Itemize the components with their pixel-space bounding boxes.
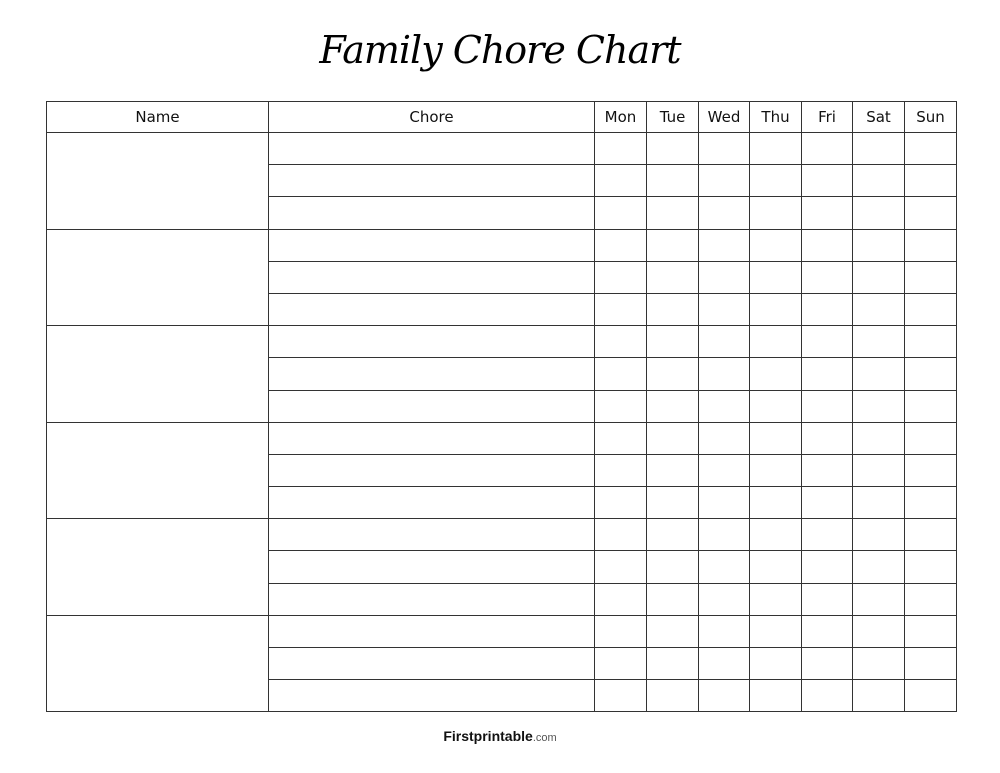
day-check-cell[interactable]	[802, 422, 853, 454]
day-check-cell[interactable]	[905, 197, 957, 229]
day-check-cell[interactable]	[647, 358, 699, 390]
day-check-cell[interactable]	[647, 487, 699, 519]
day-check-cell[interactable]	[699, 326, 750, 358]
table-row	[47, 422, 957, 454]
footer-brand	[0, 728, 1000, 745]
chore-cell[interactable]	[269, 133, 595, 165]
day-check-cell[interactable]	[905, 551, 957, 583]
day-check-cell[interactable]	[750, 422, 802, 454]
brand-name: Firstprintable	[443, 728, 533, 744]
day-check-cell[interactable]	[853, 358, 905, 390]
chore-cell[interactable]	[269, 583, 595, 615]
day-check-cell[interactable]	[905, 454, 957, 486]
table-row	[47, 615, 957, 647]
day-check-cell[interactable]	[905, 390, 957, 422]
column-header: Mon	[595, 102, 647, 133]
day-check-cell[interactable]	[802, 326, 853, 358]
day-check-cell[interactable]	[853, 648, 905, 680]
day-check-cell[interactable]	[647, 165, 699, 197]
day-check-cell[interactable]	[905, 133, 957, 165]
day-check-cell[interactable]	[750, 680, 802, 712]
name-cell[interactable]	[47, 229, 269, 326]
chore-cell[interactable]	[269, 615, 595, 647]
day-check-cell[interactable]	[853, 551, 905, 583]
day-check-cell[interactable]	[647, 229, 699, 261]
day-check-cell[interactable]	[802, 615, 853, 647]
day-check-cell[interactable]	[802, 583, 853, 615]
day-check-cell[interactable]	[699, 422, 750, 454]
day-check-cell[interactable]	[699, 165, 750, 197]
day-check-cell[interactable]	[802, 519, 853, 551]
day-check-cell[interactable]	[853, 583, 905, 615]
chore-cell[interactable]	[269, 648, 595, 680]
day-check-cell[interactable]	[905, 229, 957, 261]
table-row	[47, 133, 957, 165]
day-check-cell[interactable]	[750, 615, 802, 647]
column-header: Name	[47, 102, 269, 133]
day-check-cell[interactable]	[647, 680, 699, 712]
day-check-cell[interactable]	[595, 326, 647, 358]
page-title: Family Chore Chart	[319, 28, 681, 72]
chore-cell[interactable]	[269, 229, 595, 261]
day-check-cell[interactable]	[699, 615, 750, 647]
day-check-cell[interactable]	[905, 422, 957, 454]
day-check-cell[interactable]	[699, 583, 750, 615]
chore-cell[interactable]	[269, 358, 595, 390]
day-check-cell[interactable]	[853, 615, 905, 647]
day-check-cell[interactable]	[750, 197, 802, 229]
day-check-cell[interactable]	[595, 165, 647, 197]
day-check-cell[interactable]	[647, 615, 699, 647]
day-check-cell[interactable]	[595, 551, 647, 583]
chore-cell[interactable]	[269, 293, 595, 325]
day-check-cell[interactable]	[853, 326, 905, 358]
day-check-cell[interactable]	[595, 583, 647, 615]
chore-cell[interactable]	[269, 487, 595, 519]
day-check-cell[interactable]	[595, 648, 647, 680]
chore-cell[interactable]	[269, 261, 595, 293]
day-check-cell[interactable]	[647, 422, 699, 454]
day-check-cell[interactable]	[905, 487, 957, 519]
day-check-cell[interactable]	[802, 358, 853, 390]
day-check-cell[interactable]	[905, 358, 957, 390]
day-check-cell[interactable]	[750, 133, 802, 165]
day-check-cell[interactable]	[905, 615, 957, 647]
day-check-cell[interactable]	[699, 261, 750, 293]
day-check-cell[interactable]	[853, 390, 905, 422]
day-check-cell[interactable]	[853, 454, 905, 486]
day-check-cell[interactable]	[802, 390, 853, 422]
day-check-cell[interactable]	[802, 293, 853, 325]
day-check-cell[interactable]	[750, 583, 802, 615]
day-check-cell[interactable]	[699, 133, 750, 165]
day-check-cell[interactable]	[699, 293, 750, 325]
day-check-cell[interactable]	[750, 293, 802, 325]
day-check-cell[interactable]	[750, 165, 802, 197]
name-cell[interactable]	[47, 422, 269, 519]
day-check-cell[interactable]	[595, 519, 647, 551]
day-check-cell[interactable]	[853, 422, 905, 454]
day-check-cell[interactable]	[853, 487, 905, 519]
name-cell[interactable]	[47, 133, 269, 230]
day-check-cell[interactable]	[595, 390, 647, 422]
day-check-cell[interactable]	[699, 487, 750, 519]
day-check-cell[interactable]	[699, 680, 750, 712]
day-check-cell[interactable]	[905, 261, 957, 293]
column-header: Wed	[699, 102, 750, 133]
day-check-cell[interactable]	[750, 229, 802, 261]
day-check-cell[interactable]	[750, 390, 802, 422]
chore-cell[interactable]	[269, 519, 595, 551]
day-check-cell[interactable]	[595, 680, 647, 712]
day-check-cell[interactable]	[595, 293, 647, 325]
column-header: Fri	[802, 102, 853, 133]
day-check-cell[interactable]	[699, 229, 750, 261]
day-check-cell[interactable]	[905, 583, 957, 615]
day-check-cell[interactable]	[750, 326, 802, 358]
table-row	[47, 519, 957, 551]
chore-cell[interactable]	[269, 680, 595, 712]
day-check-cell[interactable]	[905, 648, 957, 680]
day-check-cell[interactable]	[750, 551, 802, 583]
day-check-cell[interactable]	[853, 519, 905, 551]
column-header: Chore	[269, 102, 595, 133]
day-check-cell[interactable]	[750, 487, 802, 519]
table-row	[47, 326, 957, 358]
day-check-cell[interactable]	[750, 358, 802, 390]
name-cell[interactable]	[47, 326, 269, 423]
day-check-cell[interactable]	[647, 454, 699, 486]
day-check-cell[interactable]	[853, 229, 905, 261]
day-check-cell[interactable]	[647, 293, 699, 325]
day-check-cell[interactable]	[595, 487, 647, 519]
brand-domain: .com	[532, 732, 557, 744]
day-check-cell[interactable]	[802, 261, 853, 293]
day-check-cell[interactable]	[699, 197, 750, 229]
day-check-cell[interactable]	[802, 133, 853, 165]
day-check-cell[interactable]	[595, 229, 647, 261]
day-check-cell[interactable]	[853, 293, 905, 325]
day-check-cell[interactable]	[647, 390, 699, 422]
column-header: Sun	[905, 102, 957, 133]
day-check-cell[interactable]	[699, 454, 750, 486]
day-check-cell[interactable]	[647, 648, 699, 680]
day-check-cell[interactable]	[750, 261, 802, 293]
chore-cell[interactable]	[269, 197, 595, 229]
day-check-cell[interactable]	[802, 165, 853, 197]
day-check-cell[interactable]	[595, 454, 647, 486]
chore-table	[46, 101, 957, 712]
day-check-cell[interactable]	[647, 583, 699, 615]
day-check-cell[interactable]	[647, 551, 699, 583]
day-check-cell[interactable]	[647, 197, 699, 229]
day-check-cell[interactable]	[853, 197, 905, 229]
day-check-cell[interactable]	[853, 261, 905, 293]
day-check-cell[interactable]	[699, 390, 750, 422]
day-check-cell[interactable]	[905, 326, 957, 358]
day-check-cell[interactable]	[699, 648, 750, 680]
column-header: Sat	[853, 102, 905, 133]
day-check-cell[interactable]	[647, 133, 699, 165]
day-check-cell[interactable]	[750, 648, 802, 680]
day-check-cell[interactable]	[802, 680, 853, 712]
day-check-cell[interactable]	[802, 487, 853, 519]
day-check-cell[interactable]	[595, 261, 647, 293]
name-cell[interactable]	[47, 615, 269, 712]
chore-cell[interactable]	[269, 326, 595, 358]
day-check-cell[interactable]	[595, 615, 647, 647]
column-header: Tue	[647, 102, 699, 133]
day-check-cell[interactable]	[595, 422, 647, 454]
day-check-cell[interactable]	[905, 680, 957, 712]
header-row	[47, 102, 957, 133]
day-check-cell[interactable]	[802, 197, 853, 229]
chore-cell[interactable]	[269, 454, 595, 486]
day-check-cell[interactable]	[750, 519, 802, 551]
day-check-cell[interactable]	[699, 551, 750, 583]
day-check-cell[interactable]	[699, 519, 750, 551]
chore-cell[interactable]	[269, 551, 595, 583]
day-check-cell[interactable]	[647, 326, 699, 358]
day-check-cell[interactable]	[905, 165, 957, 197]
day-check-cell[interactable]	[595, 133, 647, 165]
name-cell[interactable]	[47, 519, 269, 616]
day-check-cell[interactable]	[853, 165, 905, 197]
day-check-cell[interactable]	[802, 454, 853, 486]
day-check-cell[interactable]	[647, 519, 699, 551]
day-check-cell[interactable]	[595, 197, 647, 229]
day-check-cell[interactable]	[905, 293, 957, 325]
day-check-cell[interactable]	[853, 680, 905, 712]
column-header: Thu	[750, 102, 802, 133]
day-check-cell[interactable]	[853, 133, 905, 165]
day-check-cell[interactable]	[750, 454, 802, 486]
day-check-cell[interactable]	[802, 229, 853, 261]
day-check-cell[interactable]	[905, 519, 957, 551]
table-row	[47, 229, 957, 261]
chore-cell[interactable]	[269, 422, 595, 454]
day-check-cell[interactable]	[647, 261, 699, 293]
chore-cell[interactable]	[269, 165, 595, 197]
day-check-cell[interactable]	[802, 551, 853, 583]
day-check-cell[interactable]	[595, 358, 647, 390]
day-check-cell[interactable]	[802, 648, 853, 680]
chore-cell[interactable]	[269, 390, 595, 422]
day-check-cell[interactable]	[699, 358, 750, 390]
